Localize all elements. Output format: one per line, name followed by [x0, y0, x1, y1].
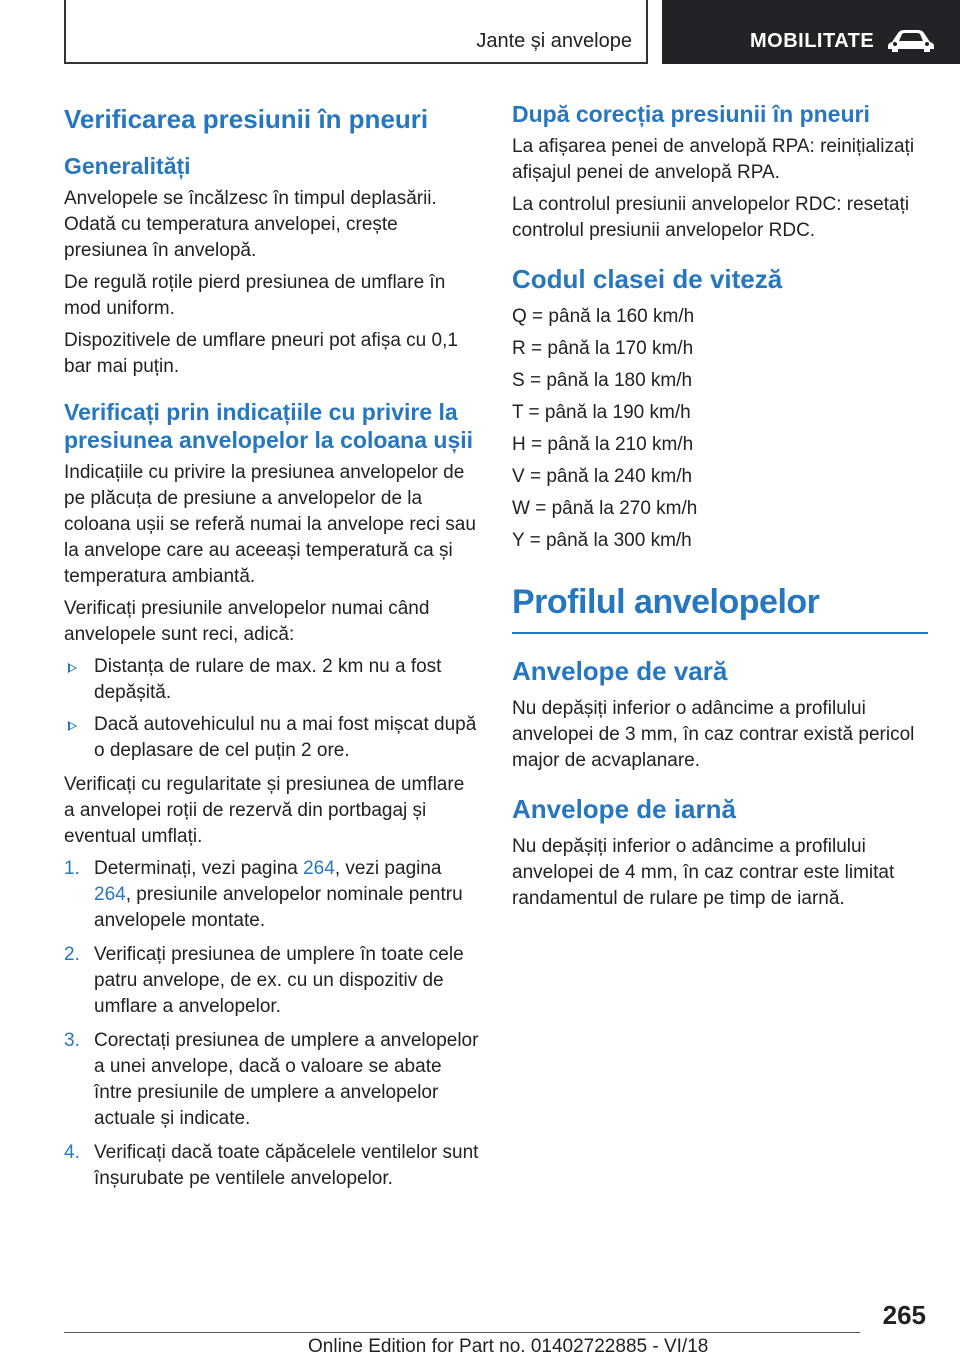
header-section-box [64, 0, 648, 64]
page-link[interactable]: 264 [94, 884, 126, 905]
footer-divider [64, 1332, 860, 1333]
list-item: Q = până la 160 km/h [512, 306, 695, 327]
list-item: H = până la 210 km/h [512, 434, 694, 455]
heading-speed-class: Codul clasei de viteză [512, 264, 783, 294]
paragraph: La controlul presiunii anvelopelor RDC: resetați controlul presiunii anvelopelor RDC. [512, 194, 910, 241]
list-item: S = până la 180 km/h [512, 370, 693, 391]
step-number: 1. [64, 858, 80, 879]
list-item: R = până la 170 km/h [512, 338, 694, 359]
heading-after-correction: După corecția presiunii în pneuri [512, 101, 870, 127]
list-item: V = până la 240 km/h [512, 466, 693, 487]
heading-general: Generalități [64, 153, 191, 179]
list-item: Distanța de rulare de max. 2 km nu a fost depășită. [64, 654, 480, 706]
triangle-bullet-icon [68, 663, 77, 673]
step-item: 4. Verificați dacă toate căpăcelele ventilelor sunt înșurubate pe ventilele anvelopelor. [64, 1142, 479, 1189]
triangle-bullet-icon [68, 721, 77, 731]
step-item: 2. Verificați presiunea de umplere în toate cele patru anvelope, de ex. cu un dispozitiv de umflare a anvelopelor. [64, 944, 464, 1017]
right-column [512, 100, 928, 918]
left-column [64, 100, 480, 1200]
condition-list [64, 654, 480, 764]
paragraph: Verificați cu regularitate și presiunea de umflare a anvelopei roții de rezervă din portbagaj și eventual umflați. [64, 774, 465, 847]
heading-summer-tires: Anvelope de vară [512, 656, 728, 686]
paragraph: Nu depășiți inferior o adâncime a profilului anvelopei de 4 mm, în caz contrar este limitat randamentul de rulare pe timp de iarnă. [512, 836, 895, 909]
section-title-tire-profile: Profilul anvelopelor [512, 582, 928, 634]
page-number: 265 [882, 1300, 926, 1330]
edition-footer: Online Edition for Part no. 01402722885 - VI/18 [308, 1336, 709, 1357]
speed-code-list [512, 304, 928, 554]
section-title-pressure-check: Verificarea presiunii în pneuri [64, 104, 429, 134]
procedure-steps [64, 856, 480, 1192]
step-number: 3. [64, 1030, 80, 1051]
list-item: W = până la 270 km/h [512, 498, 698, 519]
step-item: 1. Determinați, vezi pagina 264, vezi pagina 264, presiunile anvelopelor nominale pentru anvelopele montate. [64, 858, 463, 931]
list-item: Y = până la 300 km/h [512, 530, 692, 551]
paragraph: Nu depășiți inferior o adâncime a profilului anvelopei de 3 mm, în caz contrar există pericol major de acvaplanare. [512, 698, 915, 771]
header-chapter-label: MOBILITATE [750, 30, 875, 52]
heading-door-pillar-check: Verificați prin indicațiile cu privire la presiunea anvelopelor la coloana ușii [64, 399, 474, 453]
paragraph: Dispozitivele de umflare pneuri pot afișa cu 0,1 bar mai puțin. [64, 330, 458, 377]
heading-winter-tires: Anvelope de iarnă [512, 794, 736, 824]
page-link[interactable]: 264 [303, 858, 335, 879]
list-item: T = până la 190 km/h [512, 402, 691, 423]
header-section-title: Jante și anvelope [476, 30, 632, 52]
step-item: 3. Corectați presiunea de umplere a anvelopelor a unei anvelope, dacă o valoare se abate între presiunile de umplere a anvelopelor actuale și indicate. [64, 1030, 479, 1129]
paragraph: Verificați presiunile anvelopelor numai când anvelopele sunt reci, adică: [64, 598, 430, 645]
paragraph: De regulă roțile pierd presiunea de umflare în mod uniform. [64, 272, 446, 319]
paragraph: Anvelopele se încălzesc în timpul deplasării. Odată cu temperatura anvelopei, crește presiunea în anvelopă. [64, 188, 437, 261]
paragraph: La afișarea penei de anvelopă RPA: reinițializați afișajul penei de anvelopă RPA. [512, 136, 915, 183]
paragraph: Indicațiile cu privire la presiunea anvelopelor de pe plăcuța de presiune a anvelopelor de la coloana ușii se referă numai la anvelope reci sau la anvelope care au aceeași temperatură ca și temperatura ambiantă. [64, 462, 476, 587]
step-number: 4. [64, 1142, 80, 1163]
step-number: 2. [64, 944, 80, 965]
list-item: Dacă autovehiculul nu a mai fost mișcat după o deplasare de cel puțin 2 ore. [64, 712, 480, 764]
header-chapter-tab[interactable] [662, 0, 960, 64]
car-icon [886, 28, 936, 59]
